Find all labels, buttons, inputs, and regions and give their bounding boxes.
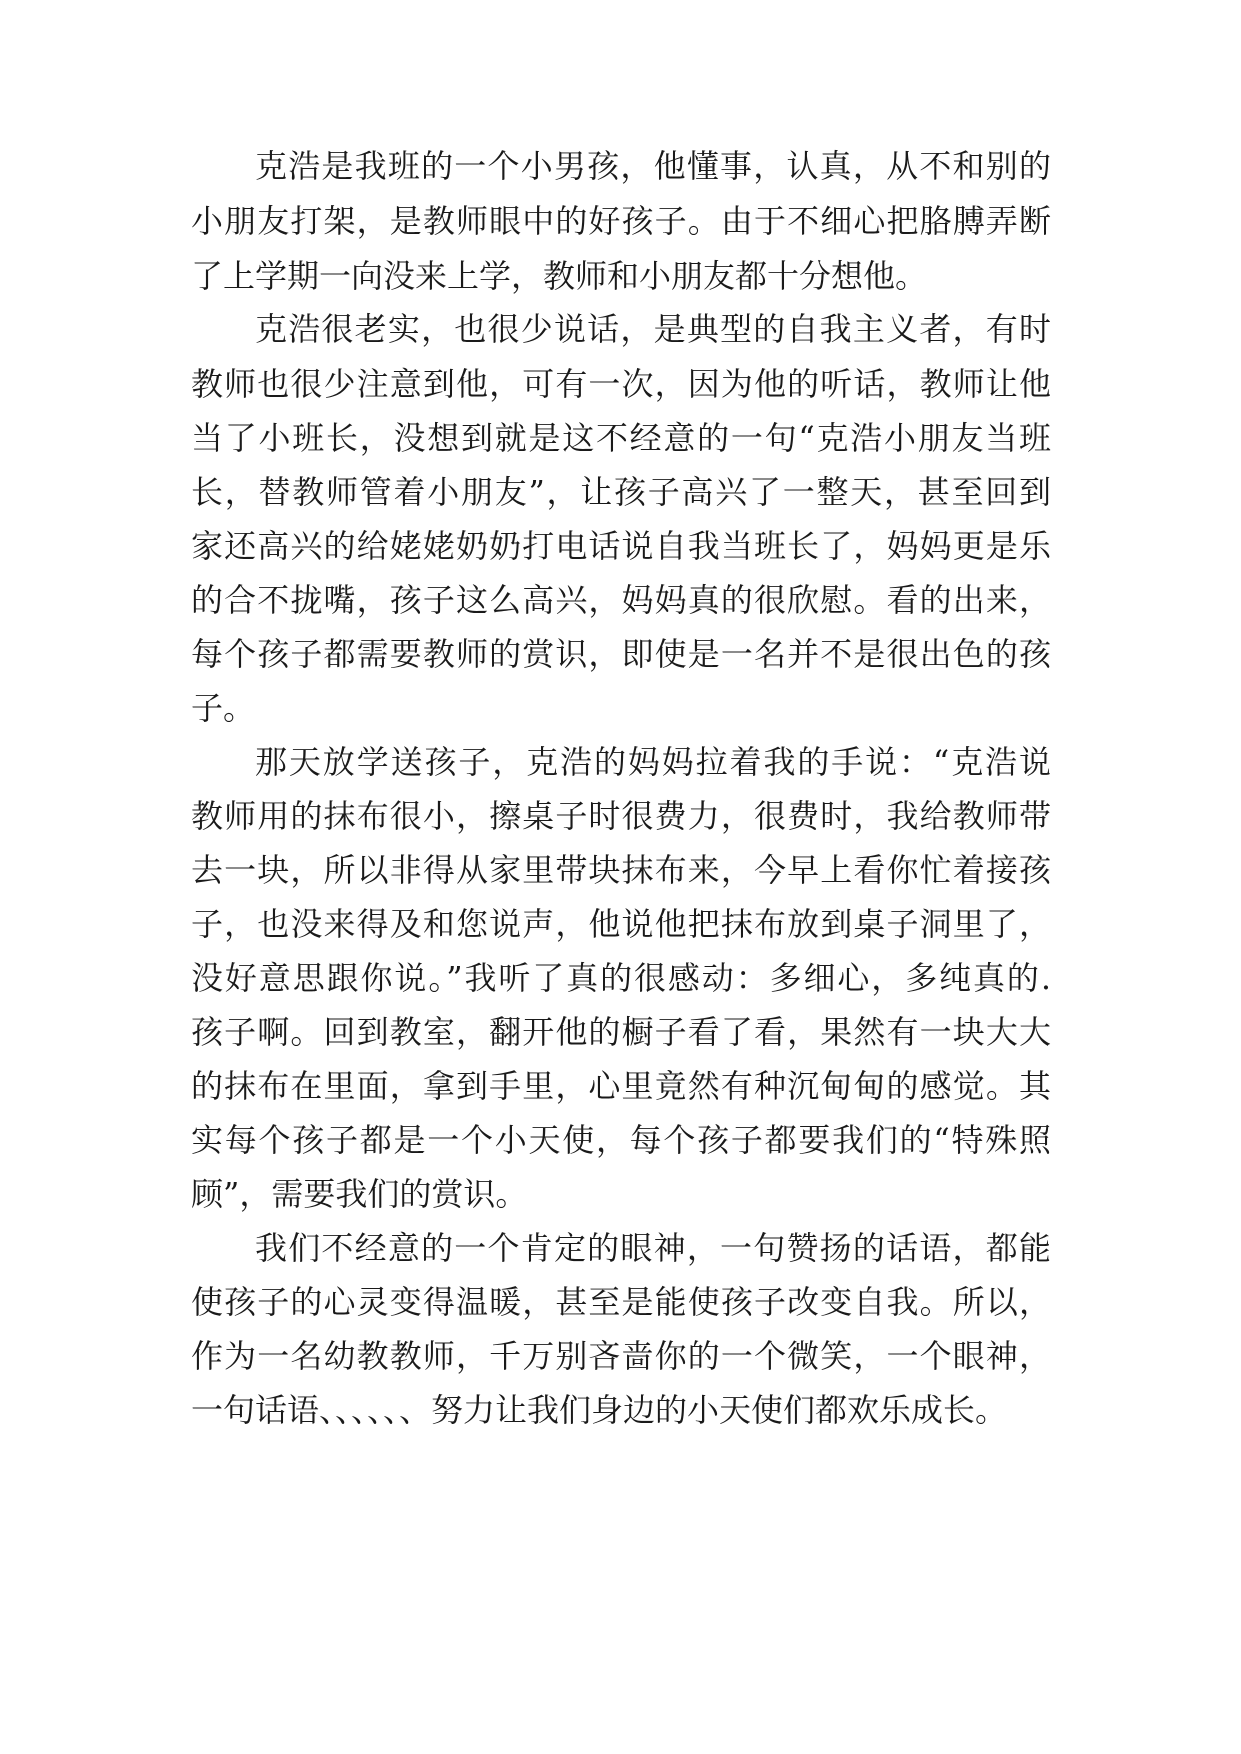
paragraph-2-line-7: 每个孩子都需要教师的赏识，即使是一名并不是很出色的孩 bbox=[191, 635, 1051, 673]
paragraph-2-line-1: 克浩很老实，也很少说话，是典型的自我主义者，有时 bbox=[255, 310, 1051, 348]
paragraph-4-line-1: 我们不经意的一个肯定的眼神，一句赞扬的话语，都能 bbox=[255, 1229, 1051, 1267]
paragraph-2-line-6: 的合不拢嘴，孩子这么高兴，妈妈真的很欣慰。看的出来， bbox=[191, 581, 1051, 619]
paragraph-4-line-2: 使孩子的心灵变得温暖，甚至是能使孩子改变自我。所以， bbox=[191, 1283, 1051, 1321]
paragraph-2-line-4: 长，替教师管着小朋友”，让孩子高兴了一整天，甚至回到 bbox=[191, 473, 1051, 511]
paragraph-1-line-1: 克浩是我班的一个小男孩，他懂事，认真，从不和别的 bbox=[255, 147, 1051, 185]
paragraph-3-line-9: 顾”，需要我们的赏识。 bbox=[191, 1175, 528, 1213]
paragraph-2-line-3: 当了小班长，没想到就是这不经意的一句“克浩小朋友当班 bbox=[191, 419, 1051, 457]
paragraph-3-line-1: 那天放学送孩子，克浩的妈妈拉着我的手说：“克浩说 bbox=[255, 743, 1051, 781]
paragraph-3-line-8: 实每个孩子都是一个小天使，每个孩子都要我们的“特殊照 bbox=[191, 1121, 1051, 1159]
paragraph-1-line-3: 了上学期一向没来上学，教师和小朋友都十分想他。 bbox=[191, 257, 928, 295]
paragraph-3-line-2: 教师用的抹布很小，擦桌子时很费力，很费时，我给教师带 bbox=[191, 797, 1051, 835]
paragraph-3-line-5: 没好意思跟你说。”我听了真的很感动：多细心，多纯真的. bbox=[191, 959, 1051, 997]
paragraph-3-line-4: 子，也没来得及和您说声，他说他把抹布放到桌子洞里了， bbox=[191, 905, 1051, 943]
paragraph-3-line-7: 的抹布在里面，拿到手里，心里竟然有种沉甸甸的感觉。其 bbox=[191, 1067, 1051, 1105]
paragraph-4-line-4: 一句话语、、、、、、努力让我们身边的小天使们都欢乐成长。 bbox=[191, 1391, 1008, 1429]
paragraph-3-line-6: 孩子啊。回到教室，翻开他的橱子看了看，果然有一块大大 bbox=[191, 1013, 1051, 1051]
paragraph-2-line-5: 家还高兴的给姥姥奶奶打电话说自我当班长了，妈妈更是乐 bbox=[191, 527, 1051, 565]
paragraph-3-line-3: 去一块，所以非得从家里带块抹布来，今早上看你忙着接孩 bbox=[191, 851, 1051, 889]
paragraph-2-line-8: 子。 bbox=[191, 689, 256, 727]
paragraph-1-line-2: 小朋友打架，是教师眼中的好孩子。由于不细心把胳膊弄断 bbox=[191, 202, 1051, 240]
paragraph-4-line-3: 作为一名幼教教师，千万别吝啬你的一个微笑，一个眼神， bbox=[191, 1337, 1051, 1375]
paragraph-2-line-2: 教师也很少注意到他，可有一次，因为他的听话，教师让他 bbox=[191, 365, 1051, 403]
